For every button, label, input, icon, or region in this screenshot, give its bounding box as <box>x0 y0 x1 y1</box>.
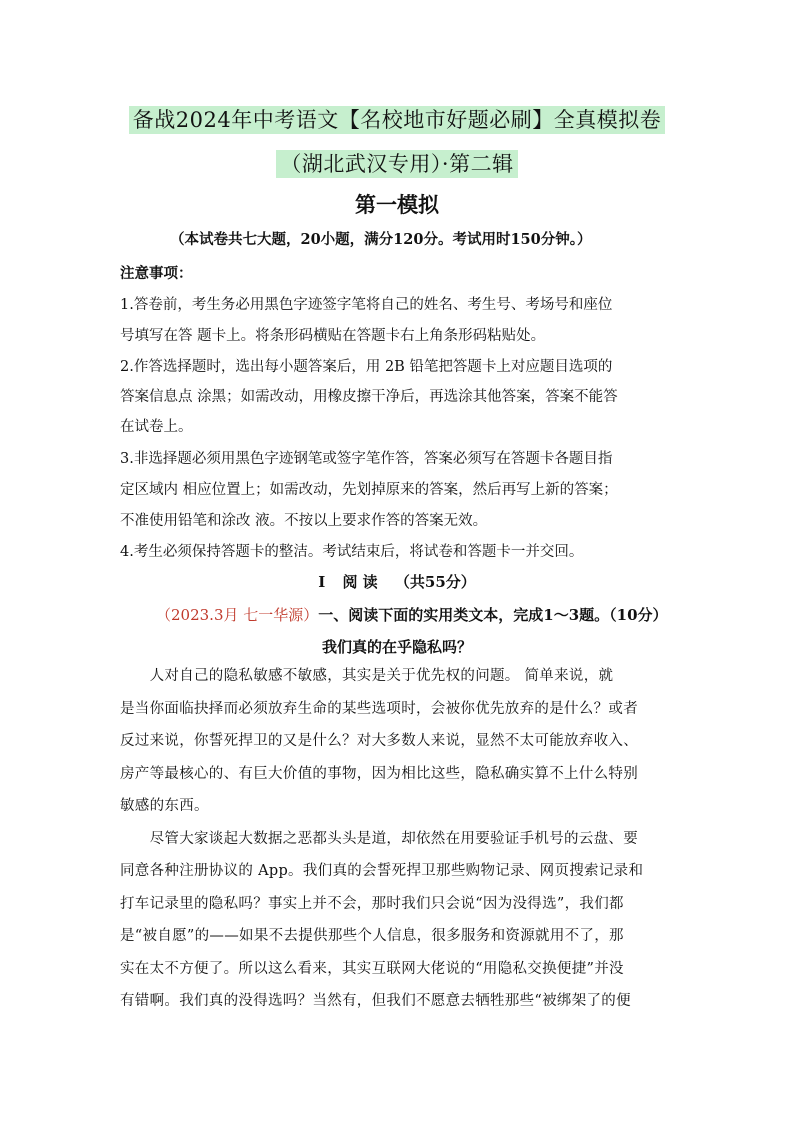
question-line <box>156 604 668 625</box>
notice-line: 1.答卷前，考生务必用黑色字迹签字笔将自己的姓名、考生号、考场号和座位 <box>120 297 613 313</box>
question-source: （2023.3月 七一华源） <box>156 606 319 624</box>
essay-line: 尽管大家谈起大数据之恶都头头是道，却依然在用要验证手机号的云盘、要 <box>120 831 638 847</box>
essay-line: 是当你面临抉择而必须放弃生命的某些选项时，会被你优先放弃的是什么？或者 <box>120 701 638 717</box>
essay-line: 打车记录里的隐私吗？事实上并不会，那时我们只会说“因为没得选”，我们都 <box>120 896 624 912</box>
exam-info: （本试卷共七大题，20小题，满分120分。考试用时150分钟。） <box>170 231 592 248</box>
section-score: （共55分） <box>394 573 476 591</box>
notice-line: 3.非选择题必须用黑色字迹钢笔或签字笔作答，答案必须写在答题卡各题目指 <box>120 451 613 467</box>
section-name: 阅 读 <box>342 573 378 591</box>
notice-line: 不准使用铅笔和涂改 液。不按以上要求作答的答案无效。 <box>120 513 488 529</box>
essay-line: 反过来说，你誓死捍卫的又是什么？对大多数人来说，显然不太可能放弃收入、 <box>120 733 638 749</box>
section-heading <box>0 571 794 592</box>
section-numeral: I <box>318 573 326 591</box>
essay-line: 有错啊。我们真的没得选吗？当然有，但我们不愿意去牺牲那些“被绑架了的便 <box>120 993 631 1009</box>
notice-line: 号填写在答 题卡上。将条形码横贴在答题卡右上角条形码粘贴处。 <box>120 328 546 344</box>
essay-line: 实在太不方便了。所以这么看来，其实互联网大佬说的“用隐私交换便捷”并没 <box>120 961 624 977</box>
notice-line: 2.作答选择题时，选出每小题答案后，用 2B 铅笔把答题卡上对应题目选项的 <box>120 359 613 375</box>
question-text: 一、阅读下面的实用类文本，完成1～3题。（10分） <box>318 606 668 624</box>
notice-line: 在试卷上。 <box>120 419 193 435</box>
notice-line: 答案信息点 涂黑；如需改动，用橡皮擦干净后，再选涂其他答案，答案不能答 <box>120 389 618 405</box>
notice-label: 注意事项： <box>120 265 193 282</box>
document-title-line2: （湖北武汉专用）·第二辑 <box>0 148 794 178</box>
essay-line: 人对自己的隐私敏感不敏感，其实是关于优先权的问题。 简单来说，就 <box>120 668 614 684</box>
essay-title: 我们真的在乎隐私吗？ <box>321 638 472 656</box>
essay-line: 是“被自愿”的——如果不去提供那些个人信息，很多服务和资源就用不了，那 <box>120 928 624 944</box>
essay-line: 敏感的东西。 <box>120 798 209 814</box>
document-title-line1: 备战2024年中考语文【名校地市好题必刷】全真模拟卷 <box>0 104 794 134</box>
notice-line: 定区域内 相应位置上；如需改动，先划掉原来的答案，然后再写上新的答案； <box>120 482 618 498</box>
essay-line: 房产等最核心的、有巨大价值的事物，因为相比这些，隐私确实算不上什么特别 <box>120 766 638 782</box>
exam-heading: 第一模拟 <box>355 193 439 217</box>
essay-line: 同意各种注册协议的 App。我们真的会誓死捍卫那些购物记录、网页搜索记录和 <box>120 863 644 879</box>
notice-line: 4.考生必须保持答题卡的整洁。考试结束后，将试卷和答题卡一并交回。 <box>120 544 584 560</box>
